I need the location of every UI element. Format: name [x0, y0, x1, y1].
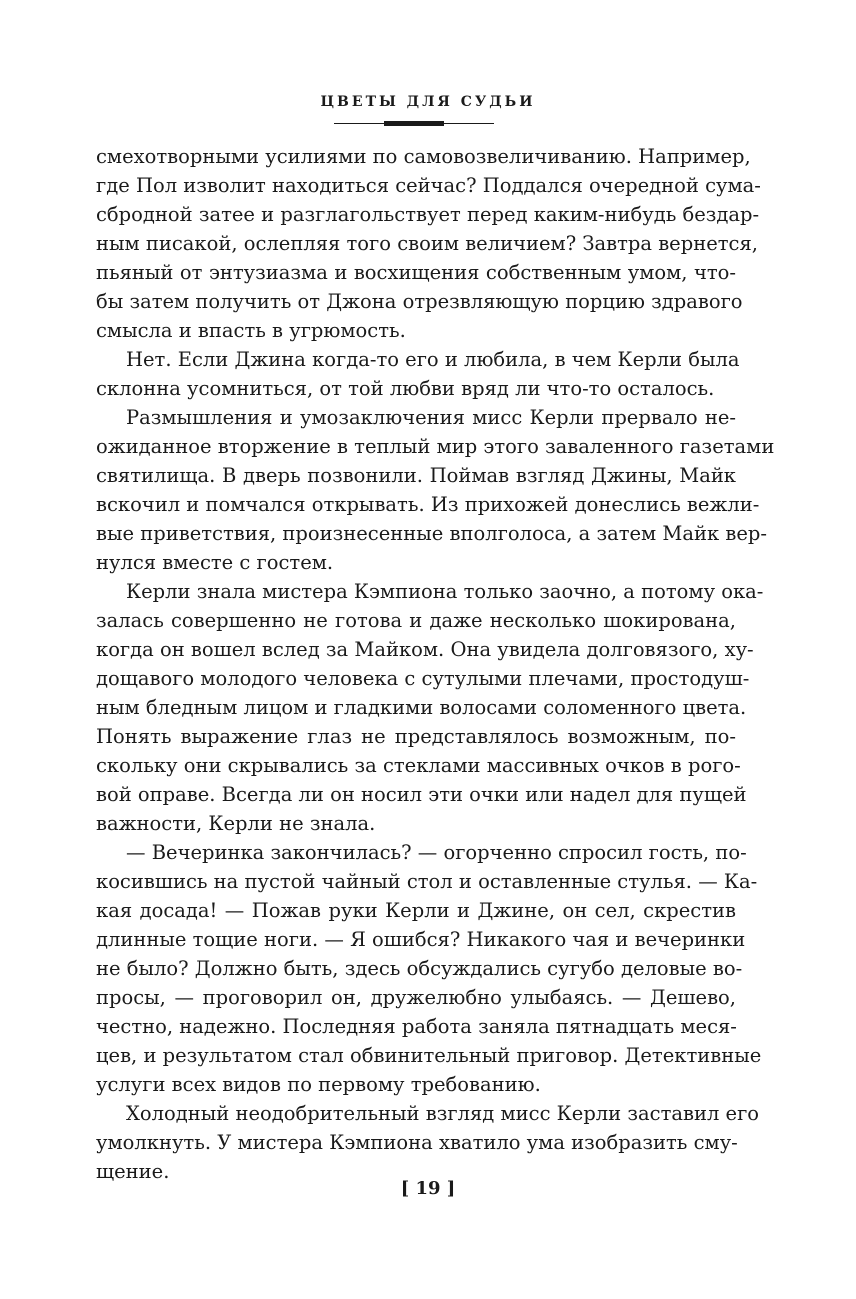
text-line: пьяный от энтузиазма и восхищения собственным умом, что-	[96, 261, 736, 284]
text-line: скольку они скрывались за стеклами массивных очков в рого-	[96, 754, 741, 777]
text-line: вой оправе. Всегда ли он носил эти очки или надел для пущей	[96, 783, 747, 806]
text-line: Размышления и умозаключения мисс Керли прервало не-	[126, 406, 736, 429]
text-line: цев, и результатом стал обвинительный приговор. Детективные	[96, 1044, 762, 1067]
paragraph	[96, 1099, 760, 1186]
text-line: кая досада! — Пожав руки Керли и Джине, он сел, скрестив	[96, 899, 736, 922]
text-line: смехотворными усилиями по самовозвеличиванию. Например,	[96, 145, 751, 168]
text-line: смысла и впасть в угрюмость.	[96, 319, 406, 342]
page-number: [ 19 ]	[400, 1178, 456, 1199]
text-line: честно, надежно. Последняя работа заняла пятнадцать меся-	[96, 1015, 737, 1038]
text-line: склонна усомниться, от той любви вряд ли что-то осталось.	[96, 377, 715, 400]
body-text	[96, 142, 775, 1186]
text-line: косившись на пустой чайный стол и оставленные стулья. — Ка-	[96, 870, 758, 893]
text-line: дощавого молодого человека с сутулыми плечами, простодуш-	[96, 667, 750, 690]
text-line: просы, — проговорил он, дружелюбно улыбаясь. — Дешево,	[96, 986, 736, 1009]
text-line: услуги всех видов по первому требованию.	[96, 1073, 541, 1096]
running-head-rule-accent	[384, 121, 444, 126]
text-line: важности, Керли не знала.	[96, 812, 376, 835]
text-line: нулся вместе с гостем.	[96, 551, 334, 574]
text-line: ожиданное вторжение в теплый мир этого заваленного газетами	[96, 435, 775, 458]
paragraph	[96, 403, 775, 577]
text-line: когда он вошел вслед за Майком. Она увидела долговязого, ху-	[96, 638, 754, 661]
text-line: святилища. В дверь позвонили. Поймав взгляд Джины, Майк	[96, 464, 736, 487]
paragraph	[96, 577, 764, 838]
paragraph	[96, 142, 761, 345]
text-line: длинные тощие ноги. — Я ошибся? Никакого чая и вечеринки	[96, 928, 746, 951]
text-line: Холодный неодобрительный взгляд мисс Керли заставил его	[126, 1102, 760, 1125]
text-line: — Вечеринка закончилась? — огорченно спросил гость, по-	[126, 841, 747, 864]
paragraph	[96, 838, 762, 1099]
text-line: Керли знала мистера Кэмпиона только заочно, а потому ока-	[126, 580, 764, 603]
text-line: ным писакой, ослепляя того своим величием? Завтра вернется,	[96, 232, 758, 255]
text-line: Нет. Если Джина когда-то его и любила, в чем Керли была	[126, 348, 740, 371]
text-line: вскочил и помчался открывать. Из прихожей донеслись вежли-	[96, 493, 760, 516]
text-line: умолкнуть. У мистера Кэмпиона хватило ума изобразить сму-	[96, 1131, 738, 1154]
paragraph	[96, 345, 740, 403]
text-line: щение.	[96, 1160, 170, 1183]
text-line: не было? Должно быть, здесь обсуждались сугубо деловые во-	[96, 957, 743, 980]
text-line: где Пол изволит находиться сейчас? Поддался очередной сума-	[96, 174, 761, 197]
text-line: ным бледным лицом и гладкими волосами соломенного цвета.	[96, 696, 747, 719]
text-line: залась совершенно не готова и даже несколько шокирована,	[96, 609, 736, 632]
text-line: бы затем получить от Джона отрезвляющую порцию здравого	[96, 290, 743, 313]
text-line: Понять выражение глаз не представлялось возможным, по-	[96, 725, 736, 748]
text-line: вые приветствия, произнесенные вполголоса, а затем Майк вер-	[96, 522, 767, 545]
running-head: ЦВЕТЫ ДЛЯ СУДЬИ	[320, 94, 536, 110]
text-line: сбродной затее и разглагольствует перед каким-нибудь бездар-	[96, 203, 760, 226]
